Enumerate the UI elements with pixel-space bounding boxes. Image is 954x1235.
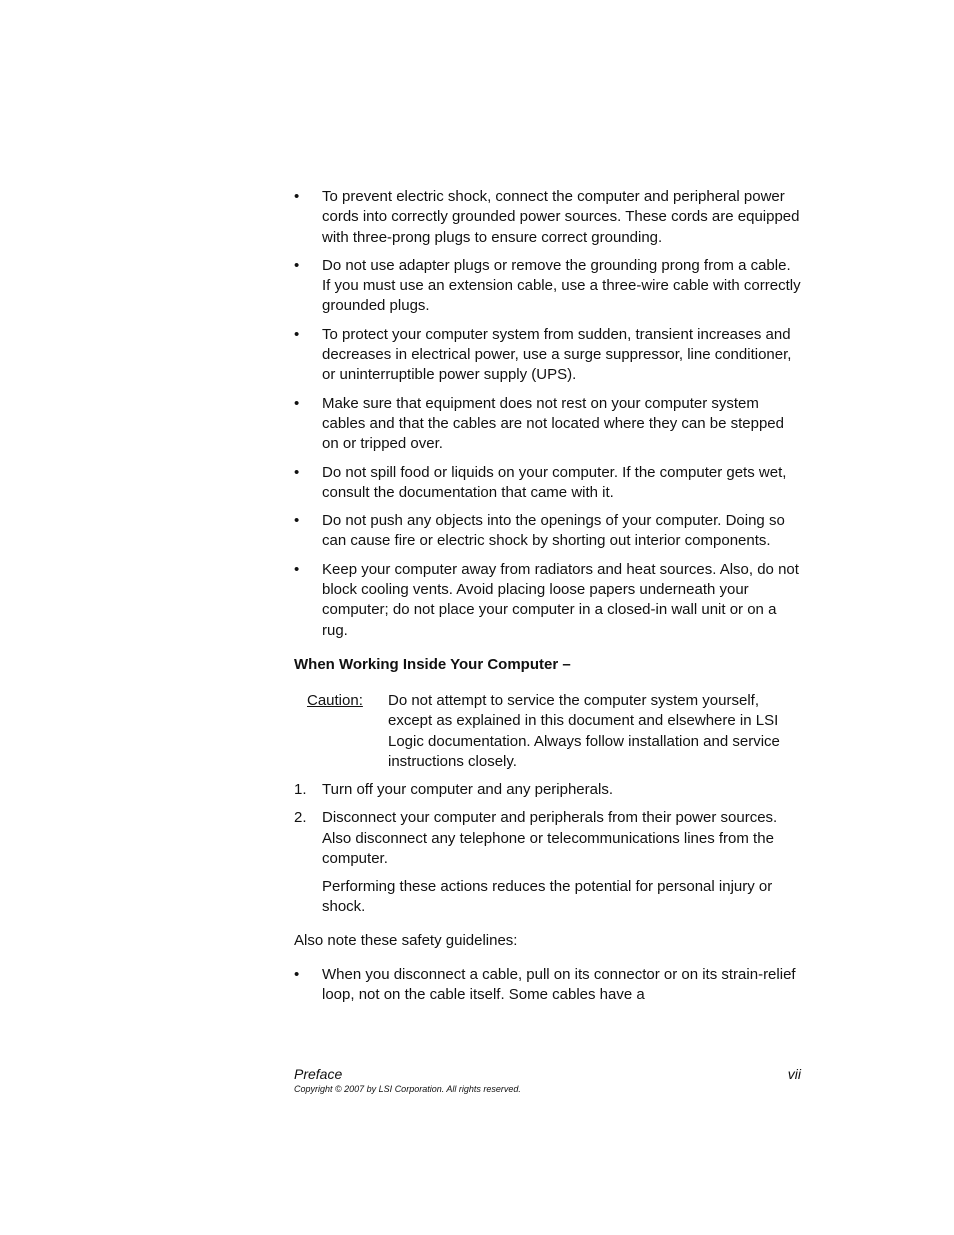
bullet-icon: • <box>294 463 300 481</box>
step-note: Performing these actions reduces the potential for personal injury or shock. <box>322 878 773 916</box>
section-heading: When Working Inside Your Computer – <box>294 656 571 673</box>
bullet-text: Make sure that equipment does not rest on your computer system cables and that the cables are not located where they can be stepped on or tripped over. <box>322 394 784 453</box>
bullet-text: When you disconnect a cable, pull on its connector or on its strain-relief loop, not on the cable itself. Some cables have a <box>322 966 796 1004</box>
also-note: Also note these safety guidelines: <box>294 932 518 949</box>
bullet-icon: • <box>294 394 300 412</box>
step-number: 1. <box>294 781 307 798</box>
list-item <box>294 463 802 504</box>
step-text: Turn off your computer and any peripherals. <box>322 781 613 798</box>
bullet-text: To prevent electric shock, connect the computer and peripheral power cords into correctly grounded power sources. These cords are equipped with three-prong plugs to ensure correct grounding. <box>322 188 800 246</box>
list-item <box>294 511 802 552</box>
list-item <box>294 808 802 917</box>
step-text: Disconnect your computer and peripherals from their power sources. Also disconnect any telephone or telecommunications lines from the computer. <box>322 809 778 867</box>
bullet-icon: • <box>294 512 300 530</box>
bullet-icon: • <box>294 188 300 205</box>
footer-page-number: vii <box>787 1066 801 1082</box>
bullet-icon: • <box>294 325 300 343</box>
list-item <box>294 780 802 800</box>
bullet-text: To protect your computer system from sudden, transient increases and decreases in electrical power, use a surge suppressor, line conditioner, or uninterruptible power supply (UPS). <box>322 325 792 384</box>
list-item <box>294 965 802 1006</box>
caution-label: Caution: <box>307 692 363 709</box>
list-item <box>294 560 802 641</box>
list-item <box>294 187 802 248</box>
bullet-text: Do not spill food or liquids on your computer. If the computer gets wet, consult the documentation that came with it. <box>322 463 787 501</box>
guidelines-bullet-list <box>294 965 802 1006</box>
bullet-text: Do not use adapter plugs or remove the grounding prong from a cable. If you must use an extension cable, use a three-wire cable with correctly grounded plugs. <box>322 256 801 315</box>
bullet-text: Do not push any objects into the openings of your computer. Doing so can cause fire or electric shock by shorting out interior components. <box>322 512 785 550</box>
bullet-icon: • <box>294 560 300 578</box>
steps-list <box>294 780 802 926</box>
list-item <box>294 394 802 455</box>
footer-copyright: Copyright © 2007 by LSI Corporation. All rights reserved. <box>294 1084 521 1094</box>
list-item <box>294 256 802 317</box>
bullet-text: Keep your computer away from radiators and heat sources. Also, do not block cooling vents. Avoid placing loose papers underneath your computer; do not place your computer in a closed-in wall unit or on a rug. <box>322 560 799 639</box>
caution-text: Do not attempt to service the computer system yourself, except as explained in this document and elsewhere in LSI Logic documentation. Always follow installation and service instructions closely. <box>388 692 780 770</box>
step-number: 2. <box>294 809 307 827</box>
list-item <box>294 325 802 386</box>
bullet-icon: • <box>294 966 300 983</box>
bullet-icon: • <box>294 256 300 274</box>
footer-section-title: Preface <box>294 1066 343 1082</box>
safety-bullet-list <box>294 187 802 649</box>
